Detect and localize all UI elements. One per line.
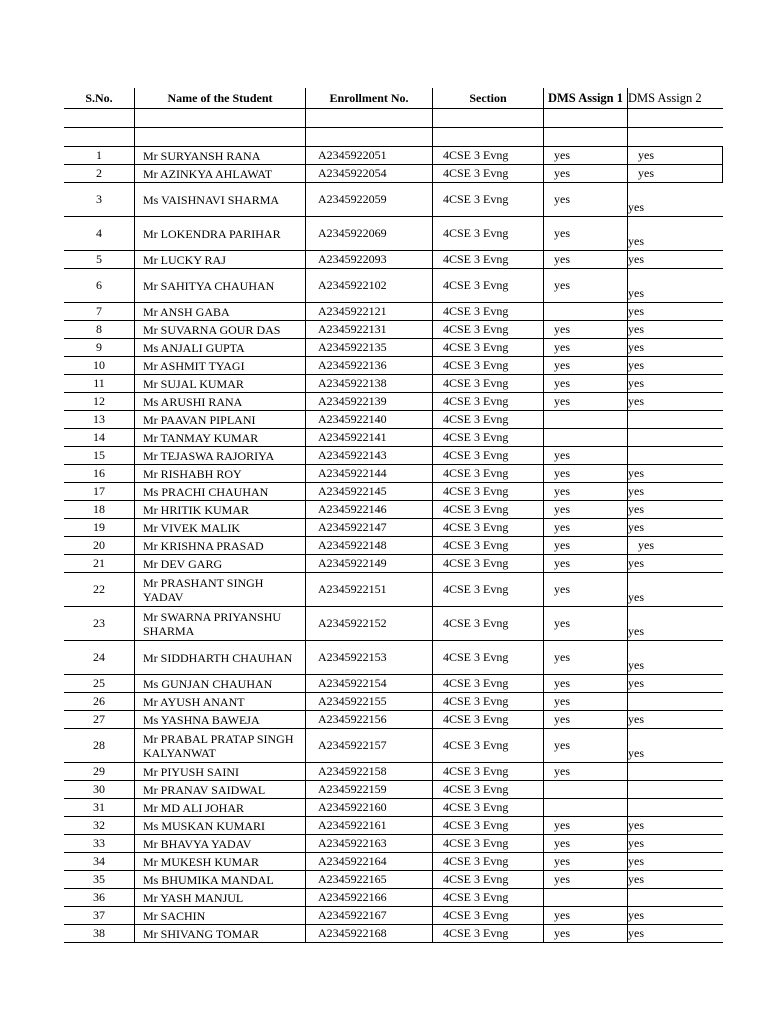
table-row <box>64 781 723 799</box>
cell-enrollment-no: A2345922155 <box>306 693 433 711</box>
header-enrollment: Enrollment No. <box>306 88 433 109</box>
cell-section: 4CSE 3 Evng <box>433 251 544 269</box>
cell-student-name: Mr ANSH GABA <box>135 303 306 321</box>
header-sno: S.No. <box>64 88 135 109</box>
cell-student-name: Mr AYUSH ANANT <box>135 693 306 711</box>
cell-sno: 5 <box>64 251 135 269</box>
cell-sno: 28 <box>64 729 135 763</box>
cell-dms-assign-1: yes <box>544 483 628 501</box>
cell-sno: 35 <box>64 871 135 889</box>
cell-sno: 9 <box>64 339 135 357</box>
cell-sno: 21 <box>64 555 135 573</box>
cell-dms-assign-2 <box>628 889 723 907</box>
cell-dms-assign-1: yes <box>544 871 628 889</box>
cell-dms-assign-1: yes <box>544 393 628 411</box>
table-row <box>64 641 723 675</box>
cell-sno: 14 <box>64 429 135 447</box>
cell-dms-assign-1: yes <box>544 607 628 641</box>
cell-student-name: Mr SUJAL KUMAR <box>135 375 306 393</box>
cell-dms-assign-1: yes <box>544 147 628 165</box>
cell-enrollment-no: A2345922149 <box>306 555 433 573</box>
cell-dms-assign-2: yes <box>628 675 723 693</box>
cell-dms-assign-2 <box>628 447 723 465</box>
cell-dms-assign-2: yes <box>628 925 723 943</box>
cell-section: 4CSE 3 Evng <box>433 357 544 375</box>
cell-enrollment-no: A2345922164 <box>306 853 433 871</box>
table-row <box>64 447 723 465</box>
table-row <box>64 165 723 183</box>
cell-sno: 23 <box>64 607 135 641</box>
cell-dms-assign-2: yes <box>628 393 723 411</box>
cell-dms-assign-2: yes <box>628 853 723 871</box>
cell-section: 4CSE 3 Evng <box>433 501 544 519</box>
cell-enrollment-no: A2345922147 <box>306 519 433 537</box>
cell-dms-assign-2: yes <box>628 817 723 835</box>
table-row <box>64 375 723 393</box>
header-row <box>64 88 723 109</box>
cell-enrollment-no: A2345922143 <box>306 447 433 465</box>
cell-dms-assign-1: yes <box>544 357 628 375</box>
table-row <box>64 853 723 871</box>
cell-dms-assign-2: yes <box>628 555 723 573</box>
cell-student-name: Mr MD ALI JOHAR <box>135 799 306 817</box>
cell-student-name: Mr LUCKY RAJ <box>135 251 306 269</box>
cell-sno: 33 <box>64 835 135 853</box>
cell-section: 4CSE 3 Evng <box>433 711 544 729</box>
cell-section: 4CSE 3 Evng <box>433 321 544 339</box>
cell-student-name: Mr PIYUSH SAINI <box>135 763 306 781</box>
cell-sno: 4 <box>64 217 135 251</box>
cell-student-name: Mr TEJASWA RAJORIYA <box>135 447 306 465</box>
cell-sno: 26 <box>64 693 135 711</box>
cell-section: 4CSE 3 Evng <box>433 781 544 799</box>
table-row <box>64 799 723 817</box>
cell-sno: 34 <box>64 853 135 871</box>
cell-student-name: Mr ASHMIT TYAGI <box>135 357 306 375</box>
cell-section: 4CSE 3 Evng <box>433 465 544 483</box>
cell-dms-assign-2: yes <box>628 711 723 729</box>
table-row <box>64 217 723 251</box>
cell-enrollment-no: A2345922069 <box>306 217 433 251</box>
table-row <box>64 573 723 607</box>
cell-enrollment-no: A2345922139 <box>306 393 433 411</box>
cell-dms-assign-1: yes <box>544 183 628 217</box>
cell-student-name: Mr PAAVAN PIPLANI <box>135 411 306 429</box>
cell-dms-assign-2: yes <box>628 321 723 339</box>
cell-student-name: Mr SAHITYA CHAUHAN <box>135 269 306 303</box>
cell-enrollment-no: A2345922146 <box>306 501 433 519</box>
cell-dms-assign-2: yes <box>628 871 723 889</box>
cell-sno: 6 <box>64 269 135 303</box>
header-dms-assign-2: DMS Assign 2 <box>628 88 723 109</box>
cell-section: 4CSE 3 Evng <box>433 555 544 573</box>
cell-enrollment-no: A2345922145 <box>306 483 433 501</box>
cell-dms-assign-1: yes <box>544 217 628 251</box>
cell-student-name: Mr PRASHANT SINGH YADAV <box>135 573 306 607</box>
cell-enrollment-no: A2345922151 <box>306 573 433 607</box>
cell-sno: 8 <box>64 321 135 339</box>
cell-sno: 22 <box>64 573 135 607</box>
cell-section: 4CSE 3 Evng <box>433 483 544 501</box>
header-dms-assign-1: DMS Assign 1 <box>544 88 628 109</box>
cell-student-name: Mr LOKENDRA PARIHAR <box>135 217 306 251</box>
cell-enrollment-no: A2345922093 <box>306 251 433 269</box>
cell-dms-assign-1: yes <box>544 729 628 763</box>
cell-sno: 29 <box>64 763 135 781</box>
cell-student-name: Ms YASHNA BAWEJA <box>135 711 306 729</box>
cell-dms-assign-2: yes <box>628 465 723 483</box>
cell-section: 4CSE 3 Evng <box>433 675 544 693</box>
cell-sno: 25 <box>64 675 135 693</box>
cell-dms-assign-2 <box>628 763 723 781</box>
cell-student-name: Ms ARUSHI RANA <box>135 393 306 411</box>
cell-dms-assign-2: yes <box>628 183 723 217</box>
cell-dms-assign-1: yes <box>544 853 628 871</box>
cell-enrollment-no: A2345922135 <box>306 339 433 357</box>
cell-section: 4CSE 3 Evng <box>433 183 544 217</box>
cell-student-name: Mr SACHIN <box>135 907 306 925</box>
cell-student-name: Mr RISHABH ROY <box>135 465 306 483</box>
table-row <box>64 555 723 573</box>
cell-student-name: Ms VAISHNAVI SHARMA <box>135 183 306 217</box>
cell-dms-assign-1: yes <box>544 763 628 781</box>
cell-dms-assign-1: yes <box>544 711 628 729</box>
cell-dms-assign-2: yes <box>628 641 723 675</box>
header-section: Section <box>433 88 544 109</box>
cell-student-name: Ms GUNJAN CHAUHAN <box>135 675 306 693</box>
cell-dms-assign-2: yes <box>628 537 723 555</box>
blank-row <box>64 128 723 147</box>
cell-student-name: Ms MUSKAN KUMARI <box>135 817 306 835</box>
cell-section: 4CSE 3 Evng <box>433 729 544 763</box>
cell-section: 4CSE 3 Evng <box>433 853 544 871</box>
cell-dms-assign-2: yes <box>628 217 723 251</box>
cell-sno: 27 <box>64 711 135 729</box>
cell-enrollment-no: A2345922051 <box>306 147 433 165</box>
cell-student-name: Mr SHIVANG TOMAR <box>135 925 306 943</box>
cell-dms-assign-2: yes <box>628 303 723 321</box>
cell-dms-assign-1: yes <box>544 251 628 269</box>
cell-student-name: Mr VIVEK MALIK <box>135 519 306 537</box>
cell-dms-assign-1: yes <box>544 675 628 693</box>
table-row <box>64 711 723 729</box>
cell-section: 4CSE 3 Evng <box>433 799 544 817</box>
table-row <box>64 675 723 693</box>
table-row <box>64 889 723 907</box>
cell-sno: 20 <box>64 537 135 555</box>
cell-section: 4CSE 3 Evng <box>433 411 544 429</box>
table-row <box>64 321 723 339</box>
cell-sno: 12 <box>64 393 135 411</box>
cell-student-name: Mr MUKESH KUMAR <box>135 853 306 871</box>
table-row <box>64 925 723 943</box>
table-row <box>64 763 723 781</box>
cell-sno: 30 <box>64 781 135 799</box>
cell-sno: 37 <box>64 907 135 925</box>
table-row <box>64 483 723 501</box>
cell-sno: 16 <box>64 465 135 483</box>
cell-section: 4CSE 3 Evng <box>433 429 544 447</box>
cell-enrollment-no: A2345922163 <box>306 835 433 853</box>
cell-dms-assign-1: yes <box>544 925 628 943</box>
cell-enrollment-no: A2345922167 <box>306 907 433 925</box>
table-row <box>64 393 723 411</box>
cell-dms-assign-2: yes <box>628 251 723 269</box>
table-row <box>64 693 723 711</box>
cell-section: 4CSE 3 Evng <box>433 393 544 411</box>
cell-dms-assign-2: yes <box>628 729 723 763</box>
cell-student-name: Mr HRITIK KUMAR <box>135 501 306 519</box>
table-row <box>64 357 723 375</box>
cell-student-name: Mr PRABAL PRATAP SINGH KALYANWAT <box>135 729 306 763</box>
cell-dms-assign-2 <box>628 693 723 711</box>
cell-sno: 38 <box>64 925 135 943</box>
cell-section: 4CSE 3 Evng <box>433 907 544 925</box>
cell-dms-assign-2: yes <box>628 519 723 537</box>
cell-section: 4CSE 3 Evng <box>433 447 544 465</box>
cell-dms-assign-2: yes <box>628 375 723 393</box>
cell-sno: 36 <box>64 889 135 907</box>
cell-enrollment-no: A2345922153 <box>306 641 433 675</box>
header-name: Name of the Student <box>135 88 306 109</box>
cell-dms-assign-1: yes <box>544 555 628 573</box>
cell-section: 4CSE 3 Evng <box>433 375 544 393</box>
cell-dms-assign-2 <box>628 411 723 429</box>
cell-section: 4CSE 3 Evng <box>433 607 544 641</box>
cell-sno: 15 <box>64 447 135 465</box>
cell-dms-assign-2: yes <box>628 501 723 519</box>
cell-section: 4CSE 3 Evng <box>433 889 544 907</box>
cell-enrollment-no: A2345922054 <box>306 165 433 183</box>
cell-dms-assign-2: yes <box>628 835 723 853</box>
cell-enrollment-no: A2345922159 <box>306 781 433 799</box>
cell-dms-assign-1: yes <box>544 501 628 519</box>
cell-student-name: Mr YASH MANJUL <box>135 889 306 907</box>
cell-enrollment-no: A2345922102 <box>306 269 433 303</box>
cell-section: 4CSE 3 Evng <box>433 269 544 303</box>
cell-sno: 32 <box>64 817 135 835</box>
cell-sno: 10 <box>64 357 135 375</box>
cell-enrollment-no: A2345922165 <box>306 871 433 889</box>
cell-student-name: Ms PRACHI CHAUHAN <box>135 483 306 501</box>
cell-student-name: Mr PRANAV SAIDWAL <box>135 781 306 799</box>
cell-sno: 11 <box>64 375 135 393</box>
cell-sno: 31 <box>64 799 135 817</box>
cell-student-name: Mr AZINKYA AHLAWAT <box>135 165 306 183</box>
cell-sno: 2 <box>64 165 135 183</box>
table-row <box>64 339 723 357</box>
cell-dms-assign-2 <box>628 429 723 447</box>
blank-row <box>64 109 723 128</box>
cell-dms-assign-1 <box>544 429 628 447</box>
cell-dms-assign-1: yes <box>544 269 628 303</box>
table-row <box>64 871 723 889</box>
cell-student-name: Mr TANMAY KUMAR <box>135 429 306 447</box>
table-row <box>64 183 723 217</box>
cell-dms-assign-1: yes <box>544 693 628 711</box>
table-body <box>64 109 723 943</box>
cell-section: 4CSE 3 Evng <box>433 641 544 675</box>
cell-sno: 17 <box>64 483 135 501</box>
cell-enrollment-no: A2345922131 <box>306 321 433 339</box>
cell-dms-assign-1: yes <box>544 165 628 183</box>
cell-section: 4CSE 3 Evng <box>433 693 544 711</box>
table-row <box>64 607 723 641</box>
cell-student-name: Mr DEV GARG <box>135 555 306 573</box>
cell-section: 4CSE 3 Evng <box>433 763 544 781</box>
table-row <box>64 147 723 165</box>
cell-enrollment-no: A2345922161 <box>306 817 433 835</box>
cell-dms-assign-2: yes <box>628 269 723 303</box>
cell-student-name: Mr SURYANSH RANA <box>135 147 306 165</box>
cell-sno: 3 <box>64 183 135 217</box>
table-row <box>64 429 723 447</box>
cell-section: 4CSE 3 Evng <box>433 537 544 555</box>
cell-enrollment-no: A2345922136 <box>306 357 433 375</box>
cell-section: 4CSE 3 Evng <box>433 165 544 183</box>
cell-section: 4CSE 3 Evng <box>433 925 544 943</box>
cell-enrollment-no: A2345922121 <box>306 303 433 321</box>
cell-dms-assign-2: yes <box>628 483 723 501</box>
table-row <box>64 303 723 321</box>
cell-section: 4CSE 3 Evng <box>433 835 544 853</box>
table-row <box>64 269 723 303</box>
cell-dms-assign-2: yes <box>628 907 723 925</box>
cell-section: 4CSE 3 Evng <box>433 573 544 607</box>
cell-enrollment-no: A2345922148 <box>306 537 433 555</box>
cell-enrollment-no: A2345922160 <box>306 799 433 817</box>
cell-enrollment-no: A2345922166 <box>306 889 433 907</box>
cell-dms-assign-1: yes <box>544 817 628 835</box>
table-row <box>64 729 723 763</box>
cell-student-name: Mr KRISHNA PRASAD <box>135 537 306 555</box>
cell-student-name: Mr SIDDHARTH CHAUHAN <box>135 641 306 675</box>
cell-dms-assign-2 <box>628 799 723 817</box>
cell-enrollment-no: A2345922156 <box>306 711 433 729</box>
attendance-table <box>64 88 723 943</box>
table-row <box>64 519 723 537</box>
cell-enrollment-no: A2345922157 <box>306 729 433 763</box>
cell-student-name: Mr BHAVYA YADAV <box>135 835 306 853</box>
cell-dms-assign-2: yes <box>628 357 723 375</box>
cell-dms-assign-1: yes <box>544 835 628 853</box>
cell-section: 4CSE 3 Evng <box>433 871 544 889</box>
cell-dms-assign-1 <box>544 889 628 907</box>
cell-dms-assign-2: yes <box>628 339 723 357</box>
cell-sno: 19 <box>64 519 135 537</box>
table-row <box>64 907 723 925</box>
table-row <box>64 835 723 853</box>
cell-sno: 24 <box>64 641 135 675</box>
cell-sno: 7 <box>64 303 135 321</box>
cell-student-name: Ms ANJALI GUPTA <box>135 339 306 357</box>
cell-enrollment-no: A2345922144 <box>306 465 433 483</box>
cell-enrollment-no: A2345922158 <box>306 763 433 781</box>
cell-section: 4CSE 3 Evng <box>433 147 544 165</box>
cell-dms-assign-1: yes <box>544 321 628 339</box>
table-row <box>64 537 723 555</box>
cell-dms-assign-1: yes <box>544 907 628 925</box>
cell-dms-assign-2: yes <box>628 165 723 183</box>
cell-dms-assign-1: yes <box>544 573 628 607</box>
cell-student-name: Mr SWARNA PRIYANSHU SHARMA <box>135 607 306 641</box>
cell-student-name: Mr SUVARNA GOUR DAS <box>135 321 306 339</box>
cell-dms-assign-1 <box>544 799 628 817</box>
cell-dms-assign-1: yes <box>544 537 628 555</box>
cell-dms-assign-1 <box>544 411 628 429</box>
cell-enrollment-no: A2345922141 <box>306 429 433 447</box>
cell-section: 4CSE 3 Evng <box>433 303 544 321</box>
cell-dms-assign-1: yes <box>544 465 628 483</box>
cell-dms-assign-1: yes <box>544 641 628 675</box>
cell-dms-assign-2: yes <box>628 607 723 641</box>
table-row <box>64 411 723 429</box>
cell-student-name: Ms BHUMIKA MANDAL <box>135 871 306 889</box>
cell-dms-assign-2: yes <box>628 573 723 607</box>
cell-dms-assign-1: yes <box>544 339 628 357</box>
cell-sno: 18 <box>64 501 135 519</box>
cell-dms-assign-1: yes <box>544 519 628 537</box>
cell-dms-assign-1: yes <box>544 447 628 465</box>
cell-enrollment-no: A2345922152 <box>306 607 433 641</box>
table-row <box>64 501 723 519</box>
cell-enrollment-no: A2345922140 <box>306 411 433 429</box>
cell-dms-assign-1 <box>544 303 628 321</box>
cell-enrollment-no: A2345922138 <box>306 375 433 393</box>
cell-sno: 1 <box>64 147 135 165</box>
cell-sno: 13 <box>64 411 135 429</box>
table-row <box>64 817 723 835</box>
cell-enrollment-no: A2345922154 <box>306 675 433 693</box>
cell-dms-assign-1 <box>544 781 628 799</box>
cell-section: 4CSE 3 Evng <box>433 217 544 251</box>
cell-section: 4CSE 3 Evng <box>433 817 544 835</box>
cell-dms-assign-1: yes <box>544 375 628 393</box>
cell-section: 4CSE 3 Evng <box>433 339 544 357</box>
table-row <box>64 465 723 483</box>
cell-enrollment-no: A2345922059 <box>306 183 433 217</box>
cell-dms-assign-2 <box>628 781 723 799</box>
cell-enrollment-no: A2345922168 <box>306 925 433 943</box>
cell-section: 4CSE 3 Evng <box>433 519 544 537</box>
table-row <box>64 251 723 269</box>
cell-dms-assign-2: yes <box>628 147 723 165</box>
